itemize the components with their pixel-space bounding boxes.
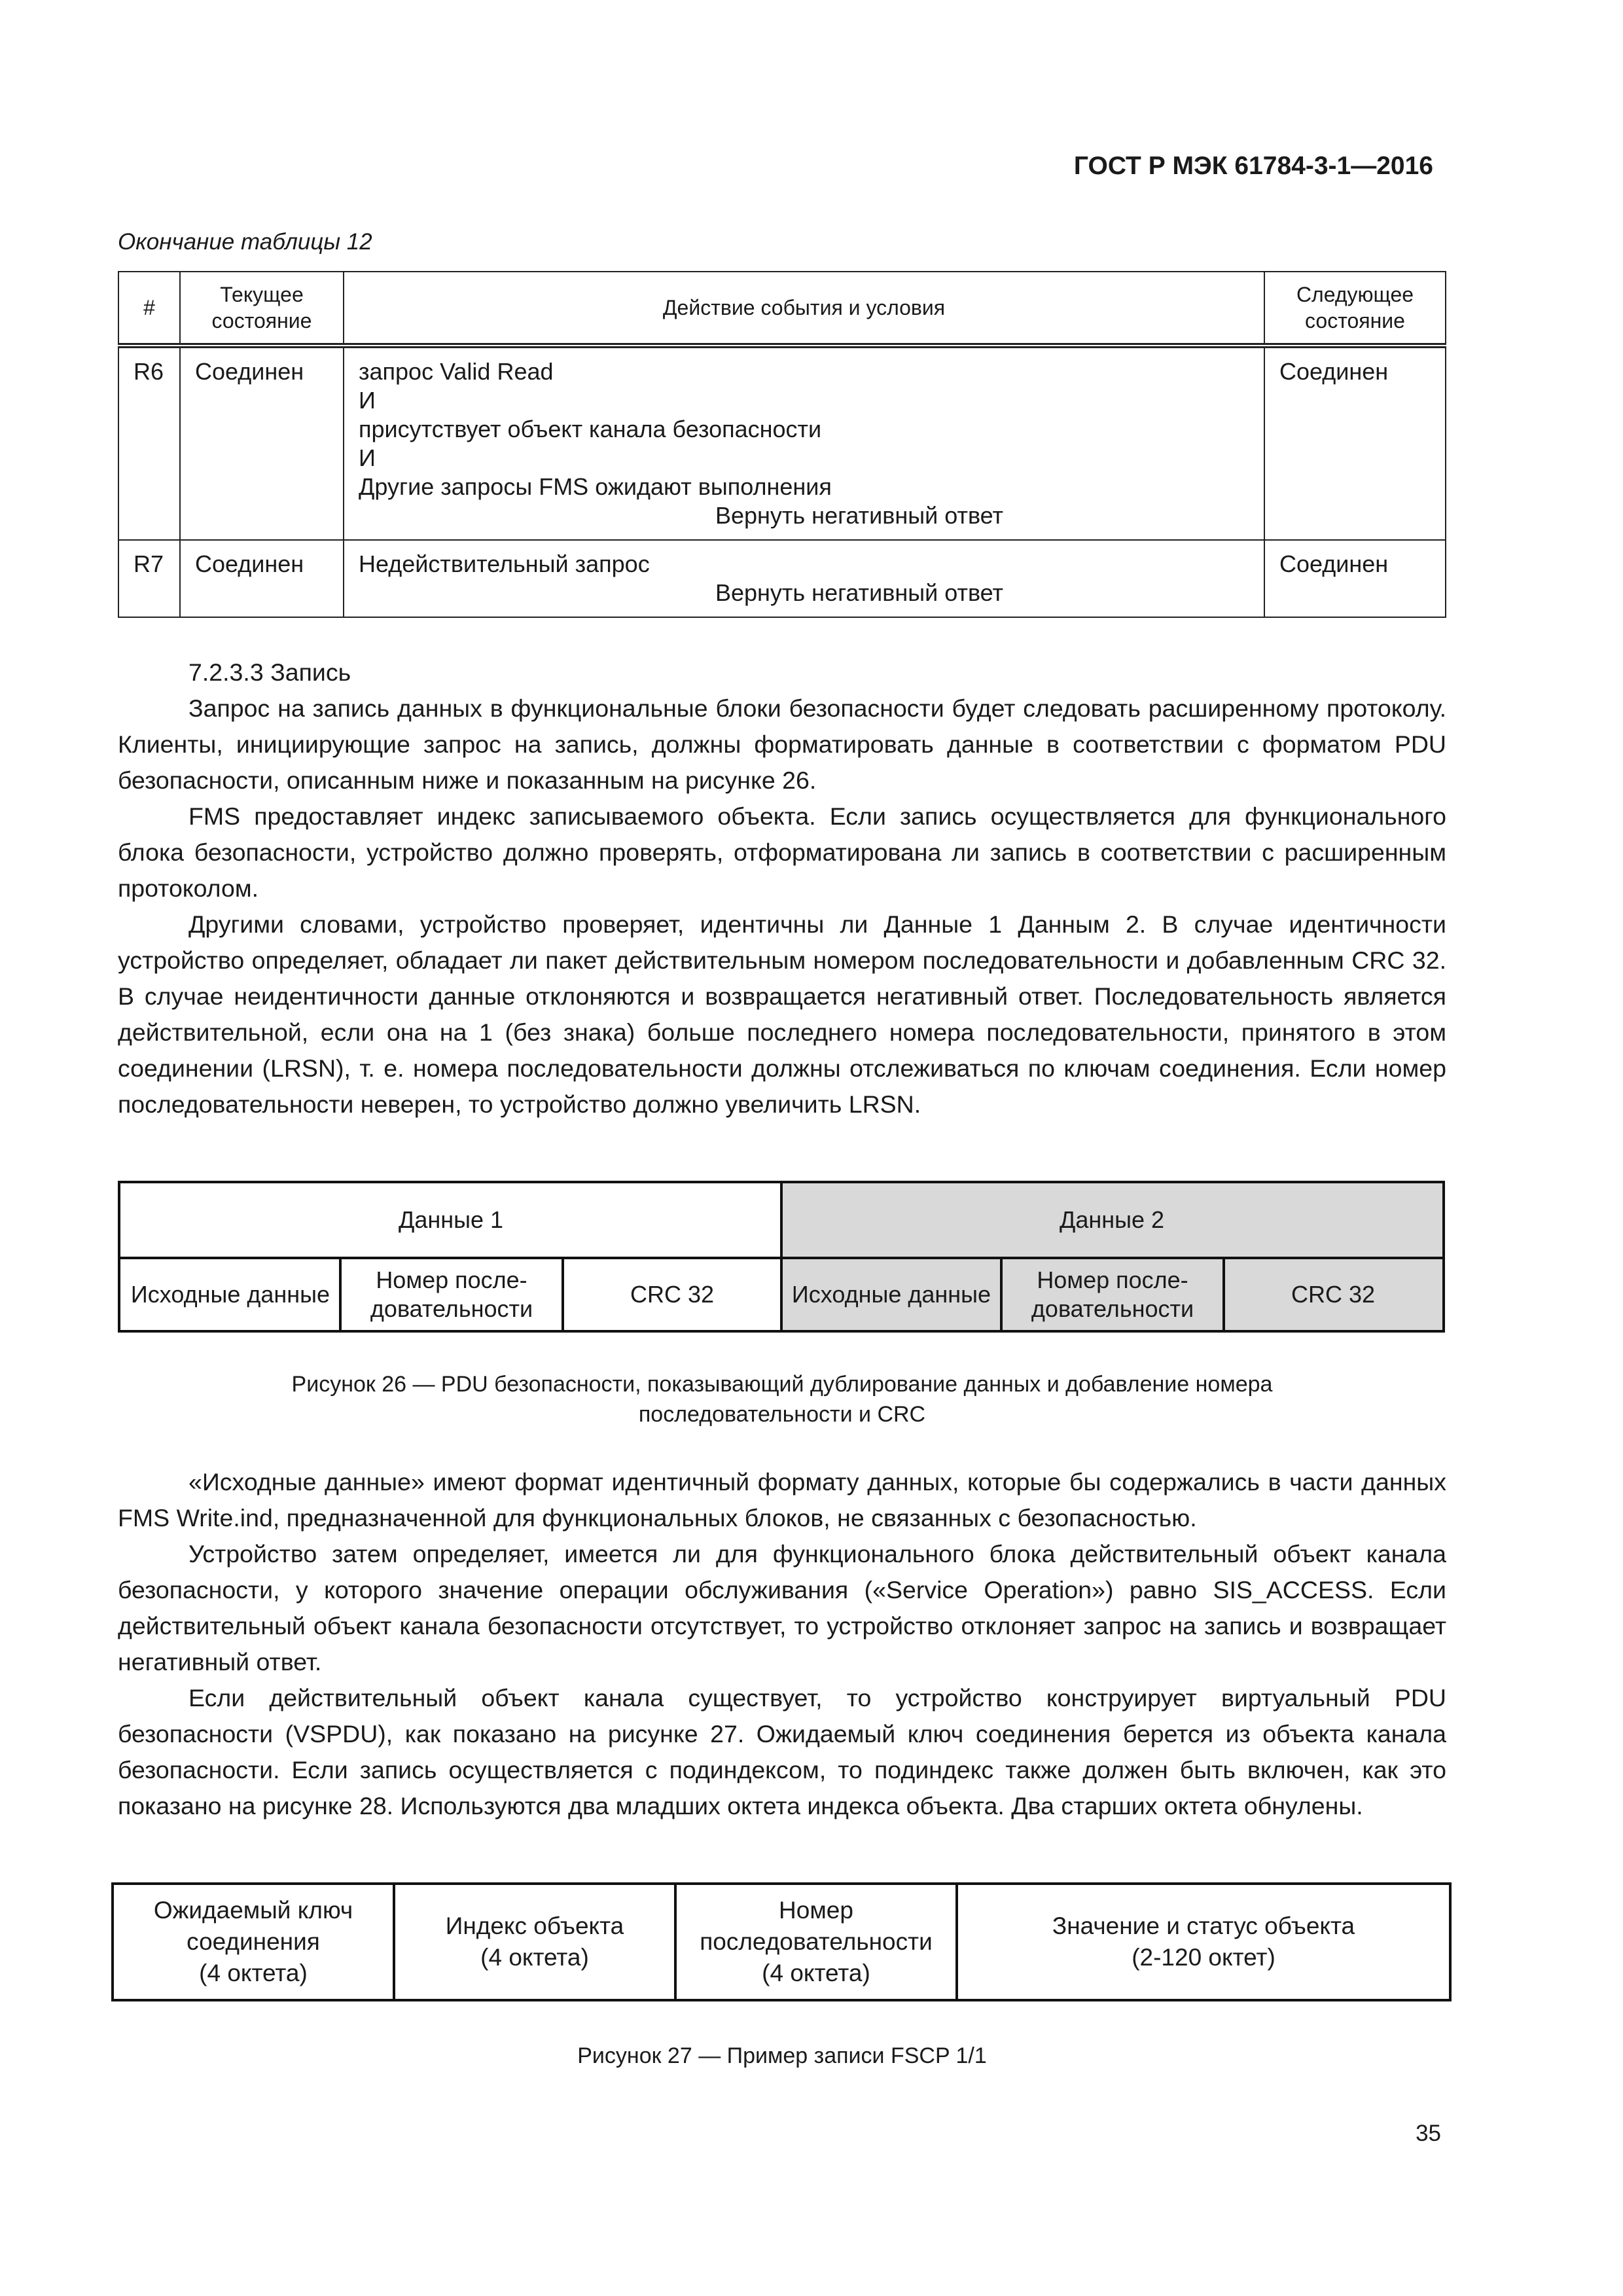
page-number: 35 bbox=[1416, 2121, 1441, 2146]
divider bbox=[1222, 1259, 1225, 1330]
section-vspdu bbox=[118, 1464, 1446, 1824]
section-write bbox=[118, 655, 1446, 1122]
condition-line: И bbox=[359, 444, 376, 471]
state-transition-table bbox=[118, 271, 1446, 618]
figure-27-fscp-record bbox=[111, 1882, 1452, 2001]
object-value-status-cell: Значение и статус объекта (2-120 октет) bbox=[1052, 1912, 1355, 1971]
paragraph: «Исходные данные» имеют формат идентичный формату данных, которые бы содержались в части данных FMS Write.ind, предназначенной для функциональных блоков, не связанных с безопасностью. bbox=[118, 1468, 1446, 1532]
divider bbox=[1000, 1259, 1003, 1330]
col-header-action: Действие события и условия bbox=[344, 272, 1264, 346]
condition-line: И bbox=[359, 387, 376, 414]
row-conditions bbox=[344, 540, 1264, 617]
object-index-cell: Индекс объекта (4 октета) bbox=[395, 1885, 677, 1999]
crc32-cell: CRC 32 bbox=[630, 1281, 715, 1308]
table-row bbox=[118, 540, 1446, 617]
row-conditions bbox=[344, 346, 1264, 540]
row-number: R6 bbox=[118, 346, 180, 540]
row-next-state: Соединен bbox=[1264, 346, 1446, 540]
data-2-group: Данные 2 bbox=[781, 1183, 1442, 1257]
divider bbox=[339, 1259, 342, 1330]
table-row bbox=[118, 346, 1446, 540]
section-heading: 7.2.3.3 Запись bbox=[188, 658, 351, 686]
col-header-current-state: Текущее состояние bbox=[180, 272, 344, 346]
paragraph: Запрос на запись данных в функциональные блоки безопасности будет следовать расширенному протоколу. Клиенты, инициирующие запрос на запись, должны форматировать данные в соответствии с форматом PDU безопасности, описанным ниже и показанным на рисунке 26. bbox=[118, 694, 1446, 794]
table-header-row bbox=[118, 272, 1446, 346]
source-data-cell: Исходные данные bbox=[781, 1259, 1001, 1330]
table-caption: Окончание таблицы 12 bbox=[118, 229, 372, 255]
col-header-number: # bbox=[118, 272, 180, 346]
row-number: R7 bbox=[118, 540, 180, 617]
sequence-number-cell: Номер после- довательности bbox=[370, 1266, 533, 1322]
row-current-state: Соединен bbox=[180, 540, 344, 617]
sequence-number-cell: Номер последовательности (4 октета) bbox=[677, 1885, 958, 1999]
paragraph: FMS предоставляет индекс записываемого объекта. Если запись осуществляется для функционального блока безопасности, устройство должно проверять, отформатирована ли запись в соответствии с расширенным протоколом. bbox=[118, 802, 1446, 902]
paragraph: Устройство затем определяет, имеется ли для функционального блока действительный объект канала безопасности, у которого значение операции обслуживания («Service Operation») равно SIS_ACCESS. Если действительный объект канала безопасности отсутствует, то устройство отклоняет запрос на запись и возвращает негативный ответ. bbox=[118, 1540, 1446, 1676]
figure-26-caption: Рисунок 26 — PDU безопасности, показывающий дублирование данных и добавление номера последовательности и CRC bbox=[291, 1372, 1273, 1427]
condition-line: присутствует объект канала безопасности bbox=[359, 416, 822, 442]
row-next-state: Соединен bbox=[1264, 540, 1446, 617]
divider bbox=[562, 1259, 564, 1330]
sequence-number-cell: Номер после- довательности bbox=[1001, 1259, 1224, 1330]
source-data-cell: Исходные данные bbox=[130, 1281, 330, 1308]
paragraph: Другими словами, устройство проверяет, идентичны ли Данные 1 Данным 2. В случае идентичности устройство определяет, обладает ли пакет действительным номером последовательности и добавленным CRC 32. В случае неидентичности данные отклоняются и возвращается негативный ответ. Последовательность является действительной, если она на 1 (без знака) больше последнего номера последовательности, принятого в этом соединении (LRSN), т. е. номера последовательности должны отслеживаться по ключам соединения. Если номер последовательности неверен, то устройство должно увеличить LRSN. bbox=[118, 910, 1446, 1118]
figure-27-caption: Рисунок 27 — Пример записи FSCP 1/1 bbox=[577, 2043, 987, 2068]
condition-line: Недействительный запрос bbox=[359, 550, 650, 577]
condition-line: запрос Valid Read bbox=[359, 358, 554, 385]
crc32-cell: CRC 32 bbox=[1224, 1259, 1442, 1330]
col-header-next-state: Следующее состояние bbox=[1264, 272, 1446, 346]
paragraph: Если действительный объект канала существует, то устройство конструирует виртуальный PDU безопасности (VSPDU), как показано на рисунке 27. Ожидаемый ключ соединения берется из объекта канала безопасности. Если запись осуществляется с подиндексом, то подиндекс также должен быть включен, как это показано на рисунке 28. Используются два младших октета индекса объекта. Два старших октета обнулены. bbox=[118, 1684, 1446, 1820]
row-current-state: Соединен bbox=[180, 346, 344, 540]
document-standard-header: ГОСТ Р МЭК 61784-3-1—2016 bbox=[1073, 152, 1433, 180]
condition-result: Вернуть негативный ответ bbox=[715, 502, 1003, 529]
condition-line: Другие запросы FMS ожидают выполнения bbox=[359, 473, 832, 500]
data-1-group: Данные 1 bbox=[398, 1206, 504, 1233]
expected-connection-key-cell: Ожидаемый ключ соединения (4 октета) bbox=[114, 1885, 395, 1999]
figure-26-pdu-diagram bbox=[118, 1181, 1445, 1333]
divider bbox=[780, 1183, 783, 1330]
condition-result: Вернуть негативный ответ bbox=[715, 579, 1003, 606]
